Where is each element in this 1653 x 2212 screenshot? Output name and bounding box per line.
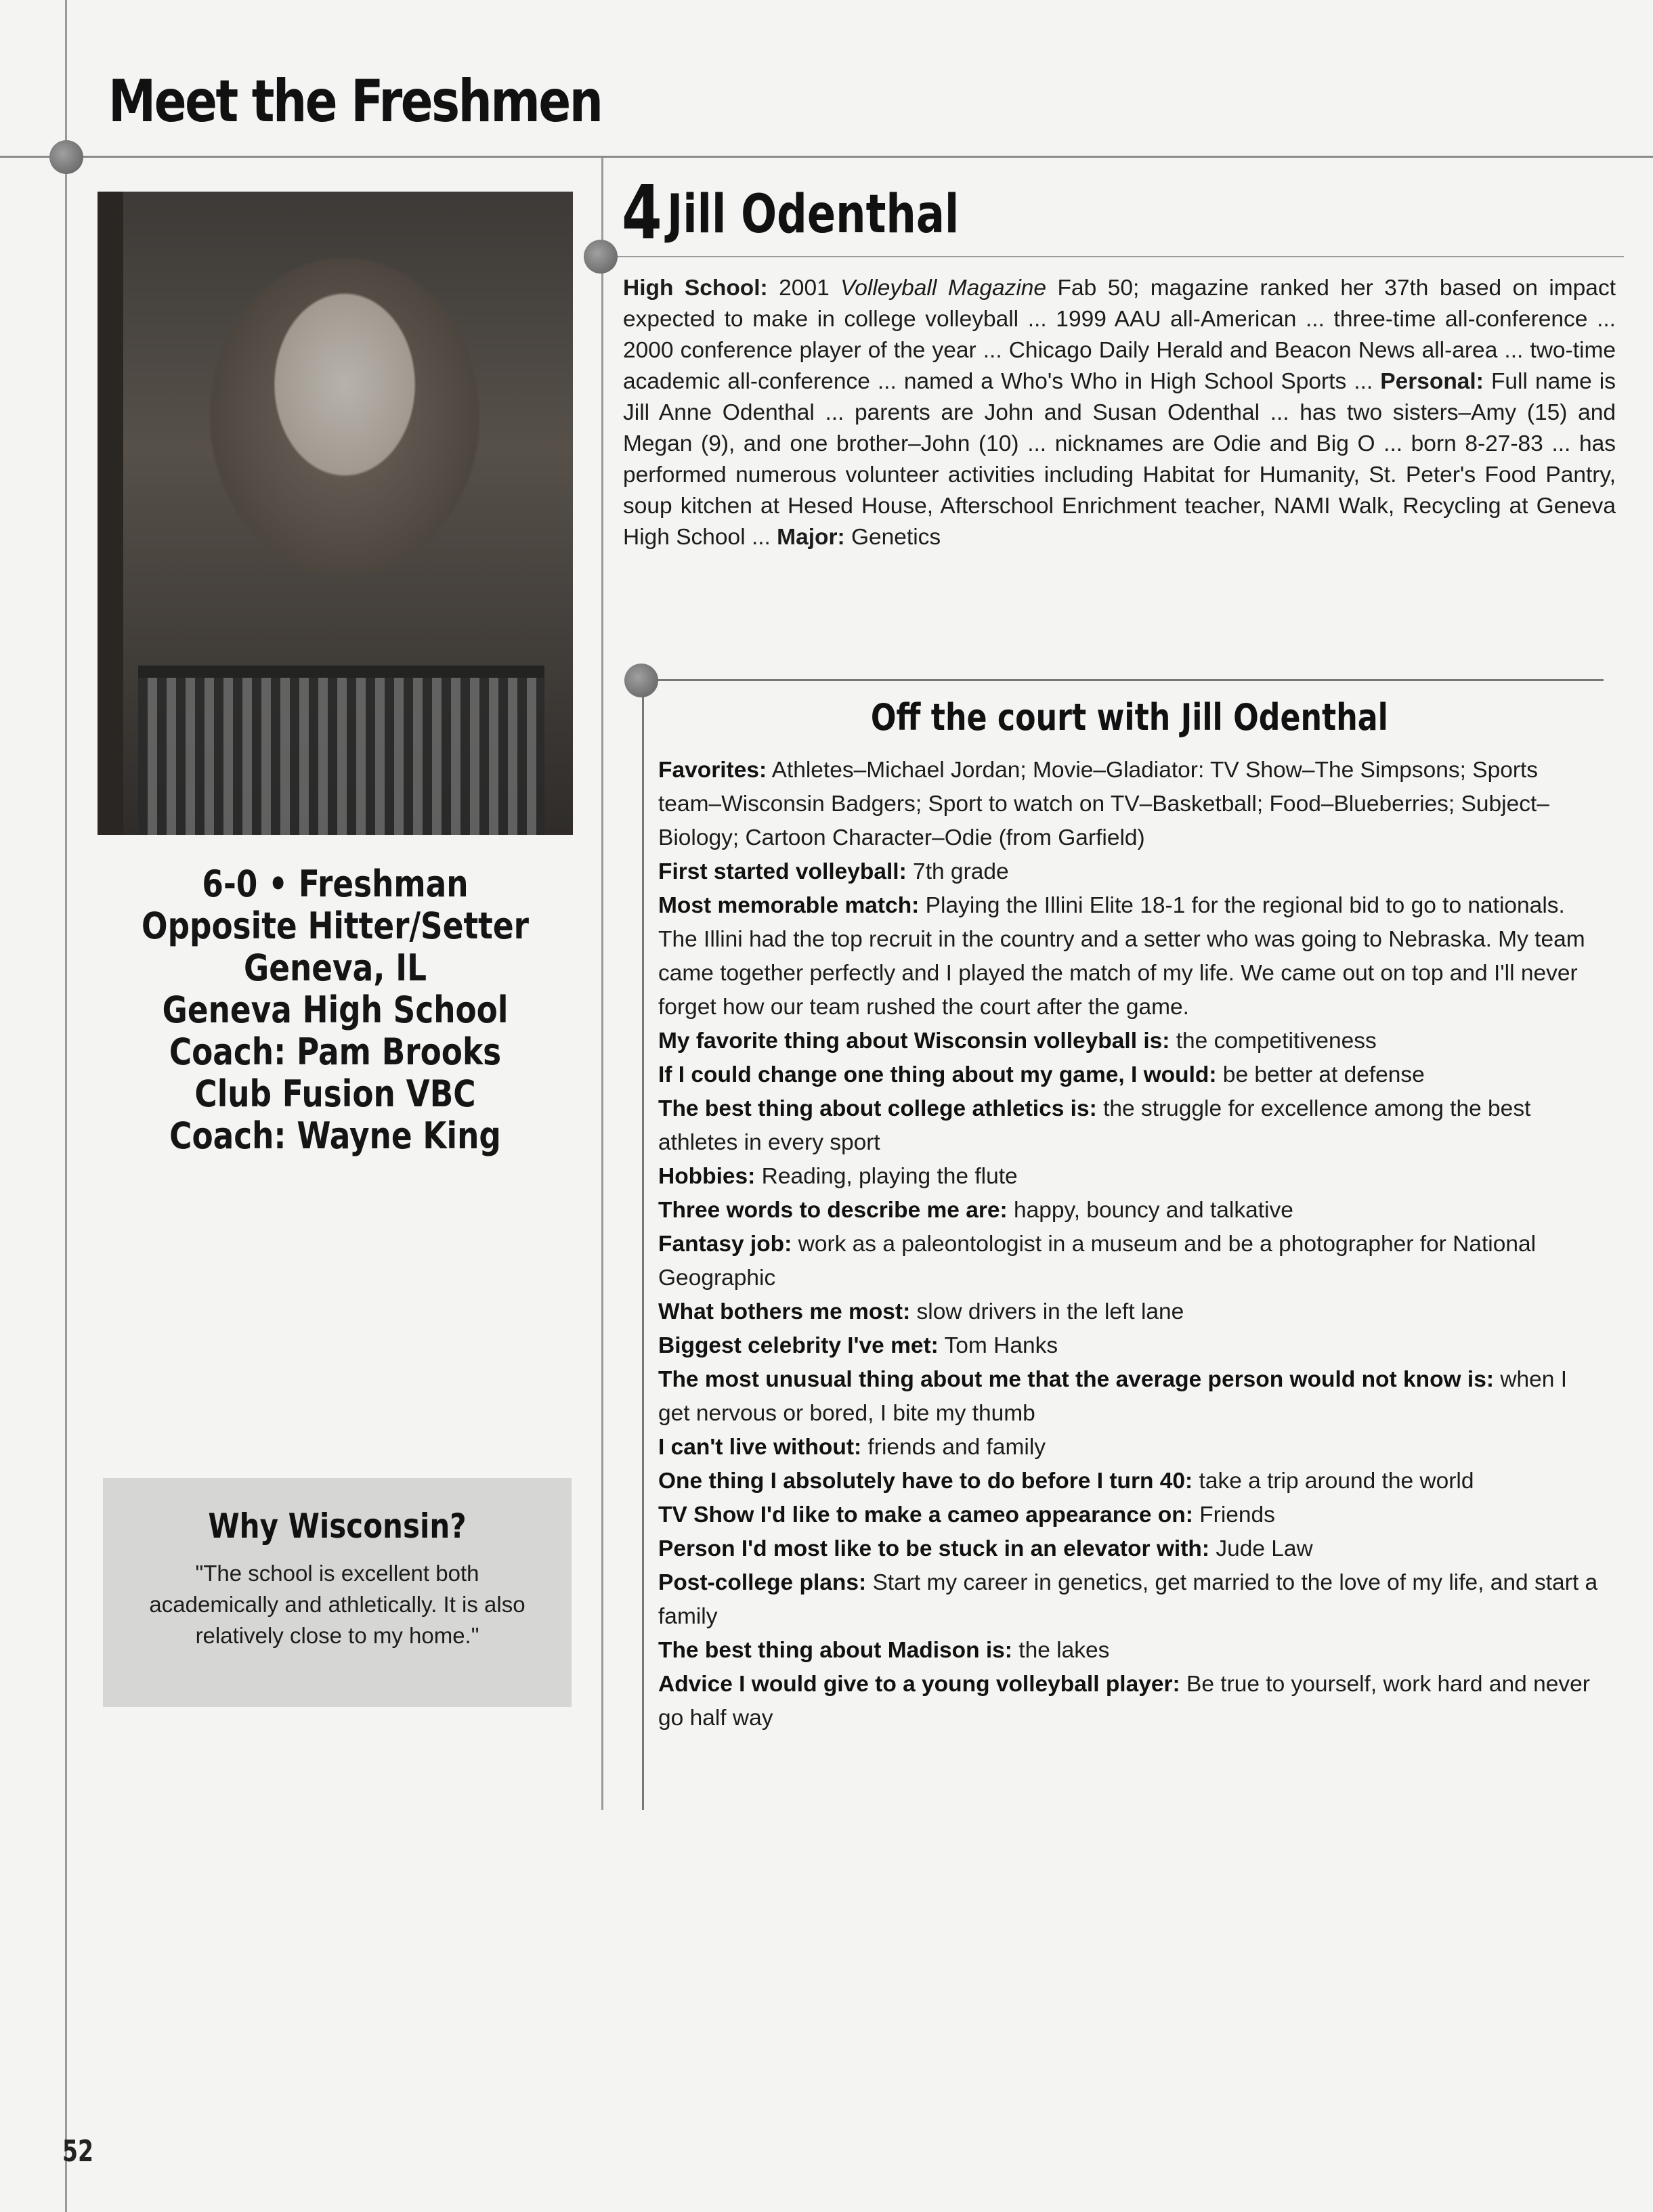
answer: be better at defense [1216, 1062, 1425, 1087]
answer: take a trip around the world [1193, 1469, 1474, 1494]
photo-sweater-pattern [138, 666, 544, 835]
list-item [658, 1160, 1600, 1194]
off-court-box-left-rule [642, 679, 644, 1810]
list-item [658, 855, 1600, 889]
left-margin-rule [65, 0, 67, 2212]
bio-hs-text: Fab 50; magazine ranked her 37th based on impact expected to make in college volleyball ... 1999 AAU all-American ... three-time all-conference ... 2000 conference player of the year ... Chicago Daily Herald and Beacon News all-area ... two-time academic all-conference ... named a Who's Who in High School Sports ... [623, 276, 1616, 394]
question: Three words to describe me are: [658, 1198, 1008, 1223]
answer: 7th grade [906, 859, 1009, 884]
question: First started volleyball: [658, 859, 907, 884]
question: One thing I absolutely have to do before I turn 40: [658, 1469, 1193, 1494]
off-court-list [658, 754, 1600, 1735]
bullet-dot-icon [584, 240, 618, 274]
question: If I could change one thing about my game, I would: [658, 1062, 1217, 1087]
question: Person I'd most like to be stuck in an elevator with: [658, 1536, 1210, 1561]
list-item [658, 1024, 1600, 1058]
off-court-box-top-rule [642, 679, 1604, 681]
list-item [658, 1668, 1600, 1735]
section-title: Meet the Freshmen [108, 68, 602, 135]
answer: happy, bouncy and talkative [1007, 1198, 1293, 1223]
list-item [658, 1329, 1600, 1363]
list-item [658, 1532, 1600, 1566]
why-wisconsin-box [103, 1478, 572, 1707]
question: Favorites: [658, 758, 767, 783]
player-profile [98, 863, 573, 1157]
why-wisconsin-quote: "The school is excellent both academically and athletically. It is also relatively close to my home." [149, 1561, 525, 1648]
answer: Tom Hanks [938, 1333, 1058, 1358]
answer: Reading, playing the flute [755, 1164, 1018, 1189]
photo-tree-trunk [98, 192, 123, 835]
off-court-title-text: Off the court with Jill Odenthal [871, 696, 1388, 739]
answer: Friends [1193, 1502, 1275, 1527]
question: Advice I would give to a young volleyball player: [658, 1672, 1180, 1697]
bio-personal-text: Full name is Jill Anne Odenthal ... parents are John and Susan Odenthal ... has two sisters–Amy (15) and Megan (9), and one brother–John (10) ... nicknames are Odie and Big O ... born 8-27-83 ... has performed numerous volunteer activities including Habitat for Humanity, St. Peter's Food Pantry, soup kitchen at Hesed House, Afterschool Enrichment teacher, NAMI Walk, Recycling at Geneva High School ... [623, 369, 1616, 550]
header-rule [0, 156, 1653, 158]
name-rule [601, 256, 1624, 257]
profile-club: Club Fusion VBC [194, 1072, 476, 1115]
list-item [658, 1431, 1600, 1465]
bio-high-school-label: High School: [623, 276, 768, 301]
list-item [658, 1363, 1600, 1431]
list-item [658, 889, 1600, 1024]
list-item [658, 1498, 1600, 1532]
jersey-number: 4 [622, 169, 662, 256]
answer: friends and family [861, 1435, 1046, 1460]
bio-personal-label: Personal: [1380, 369, 1484, 394]
list-item [658, 1092, 1600, 1160]
why-wisconsin-title: Why Wisconsin? [208, 1506, 467, 1546]
off-court-title [649, 696, 1610, 739]
bio-hs-text: 2001 [767, 276, 841, 301]
profile-hometown: Geneva, IL [243, 947, 427, 989]
list-item [658, 1058, 1600, 1092]
list-item [658, 1228, 1600, 1295]
list-item [658, 754, 1600, 855]
profile-position: Opposite Hitter/Setter [142, 905, 529, 947]
answer: the lakes [1012, 1638, 1110, 1663]
question: Hobbies: [658, 1164, 756, 1189]
list-item [658, 1566, 1600, 1634]
question: My favorite thing about Wisconsin volleyball is: [658, 1028, 1170, 1054]
bio-major-label: Major: [777, 525, 845, 550]
answer: work as a paleontologist in a museum and be a photographer for National Geographic [658, 1232, 1537, 1291]
bullet-dot-icon [49, 140, 83, 174]
profile-high-school: Geneva High School [162, 989, 509, 1031]
page-number: 52 [62, 2134, 93, 2169]
player-name: Jill Odenthal [667, 184, 960, 245]
bio-hs-magazine: Volleyball Magazine [840, 276, 1047, 301]
answer: the struggle for excellence among the best athletes in every sport [658, 1096, 1531, 1155]
question: I can't live without: [658, 1435, 862, 1460]
answer: Jude Law [1209, 1536, 1313, 1561]
question: The best thing about Madison is: [658, 1638, 1012, 1663]
column-divider-rule [601, 158, 603, 1810]
list-item [658, 1194, 1600, 1228]
profile-hs-coach: Coach: Pam Brooks [169, 1031, 502, 1073]
answer: Athletes–Michael Jordan; Movie–Gladiator: TV Show–The Simpsons; Sports team–Wisconsin Badgers; Sport to watch on TV–Basketball; Food–Blueberries; Subject–Biology; Cartoon Character–Odie (from Garfield) [658, 758, 1549, 850]
question: Biggest celebrity I've met: [658, 1333, 939, 1358]
profile-height-class: 6-0 • Freshman [202, 863, 469, 905]
bio-major-text: Genetics [844, 525, 941, 550]
answer: the competitiveness [1169, 1028, 1377, 1054]
answer: slow drivers in the left lane [910, 1299, 1184, 1324]
question: TV Show I'd like to make a cameo appearance on: [658, 1502, 1193, 1527]
list-item [658, 1465, 1600, 1498]
question: Fantasy job: [658, 1232, 792, 1257]
question: Post-college plans: [658, 1570, 867, 1595]
question: The best thing about college athletics is: [658, 1096, 1097, 1121]
list-item [658, 1295, 1600, 1329]
answer: when I get nervous or bored, I bite my thumb [658, 1367, 1568, 1426]
answer: Start my career in genetics, get married to the love of my life, and start a family [658, 1570, 1598, 1629]
profile-club-coach: Coach: Wayne King [169, 1114, 501, 1157]
answer: Playing the Illini Elite 18-1 for the regional bid to go to nationals. The Illini had the top recruit in the country and a setter who was going to Nebraska. My team came together perfectly and I played the match of my life. We came out on top and I'll never forget how our team rushed the court after the game. [658, 893, 1585, 1020]
bullet-dot-icon [624, 664, 658, 697]
question: The most unusual thing about me that the average person would not know is: [658, 1367, 1495, 1392]
player-photo [98, 192, 573, 835]
question: What bothers me most: [658, 1299, 911, 1324]
list-item [658, 1634, 1600, 1668]
player-bio [623, 273, 1616, 553]
question: Most memorable match: [658, 893, 920, 918]
answer: Be true to yourself, work hard and never go half way [658, 1672, 1590, 1731]
